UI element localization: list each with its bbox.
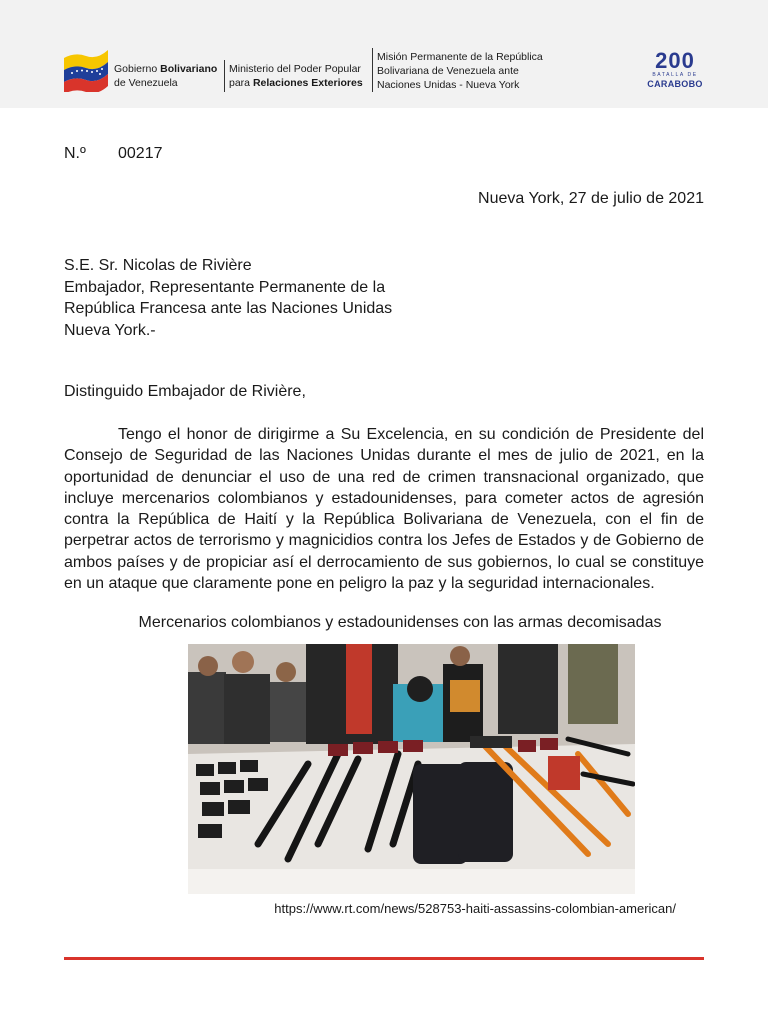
recipient-line: República Francesa ante las Naciones Unidas (64, 300, 393, 317)
footer-divider (64, 957, 704, 960)
document-number-label: N.º (64, 145, 86, 162)
recipient-line: Embajador, Representante Permanente de la (64, 278, 386, 296)
ministry-name: Ministerio del Poder Popular para Relaciones Exteriores (229, 63, 363, 89)
header-divider (224, 60, 225, 92)
photo-source-link[interactable]: https://www.rt.com/news/528753-haiti-assassins-colombian-american/ (274, 901, 676, 916)
recipient-block (64, 255, 392, 341)
mission-name: Misión Permanente de la República Bolivariana de Venezuela ante Naciones Unidas - Nueva York (377, 51, 543, 91)
logo-number: 200 (655, 48, 695, 73)
letterhead (0, 0, 768, 108)
seized-weapons-photo (188, 644, 635, 894)
letter-date: Nueva York, 27 de julio de 2021 (478, 190, 704, 207)
carabobo-200-logo (640, 50, 710, 90)
body-paragraph (64, 424, 704, 594)
header-divider (372, 48, 373, 92)
recipient-line: Nueva York.- (64, 321, 156, 339)
venezuela-flag-icon (64, 46, 108, 92)
recipient-line: S.E. Sr. Nicolas de Rivière (64, 257, 252, 274)
government-name: Gobierno Bolivariano de Venezuela (114, 63, 218, 89)
logo-title: CARABOBO (647, 79, 703, 89)
body-text: Tengo el honor de dirigirme a Su Excelencia, en su condición de Presidente del Consejo de Seguridad de las Naciones Unidas durante el mes de julio de 2021, en la oportunidad de denunciar el uso de una red de crimen transnacional organizado, que incluye mercenarios colombianos y estadounidenses, para cometer actos de agresión contra la República de Haití y la República Bolivariana de Venezuela, con el fin de perpetrar actos de terrorismo y magnicidios contra los Jefes de Estados y de Gobierno de ambos países y de propiciar así el derrocamiento de sus gobiernos, lo cual se constituye en un ataque que claramente pone en peligro la paz y la seguridad internacionales. (64, 426, 704, 593)
greeting: Distinguido Embajador de Rivière, (64, 383, 306, 400)
logo-subtitle: BATALLA DE (652, 72, 698, 78)
document-number: 00217 (118, 145, 163, 162)
photo-caption: Mercenarios colombianos y estadounidenses con las armas decomisadas (138, 614, 662, 631)
